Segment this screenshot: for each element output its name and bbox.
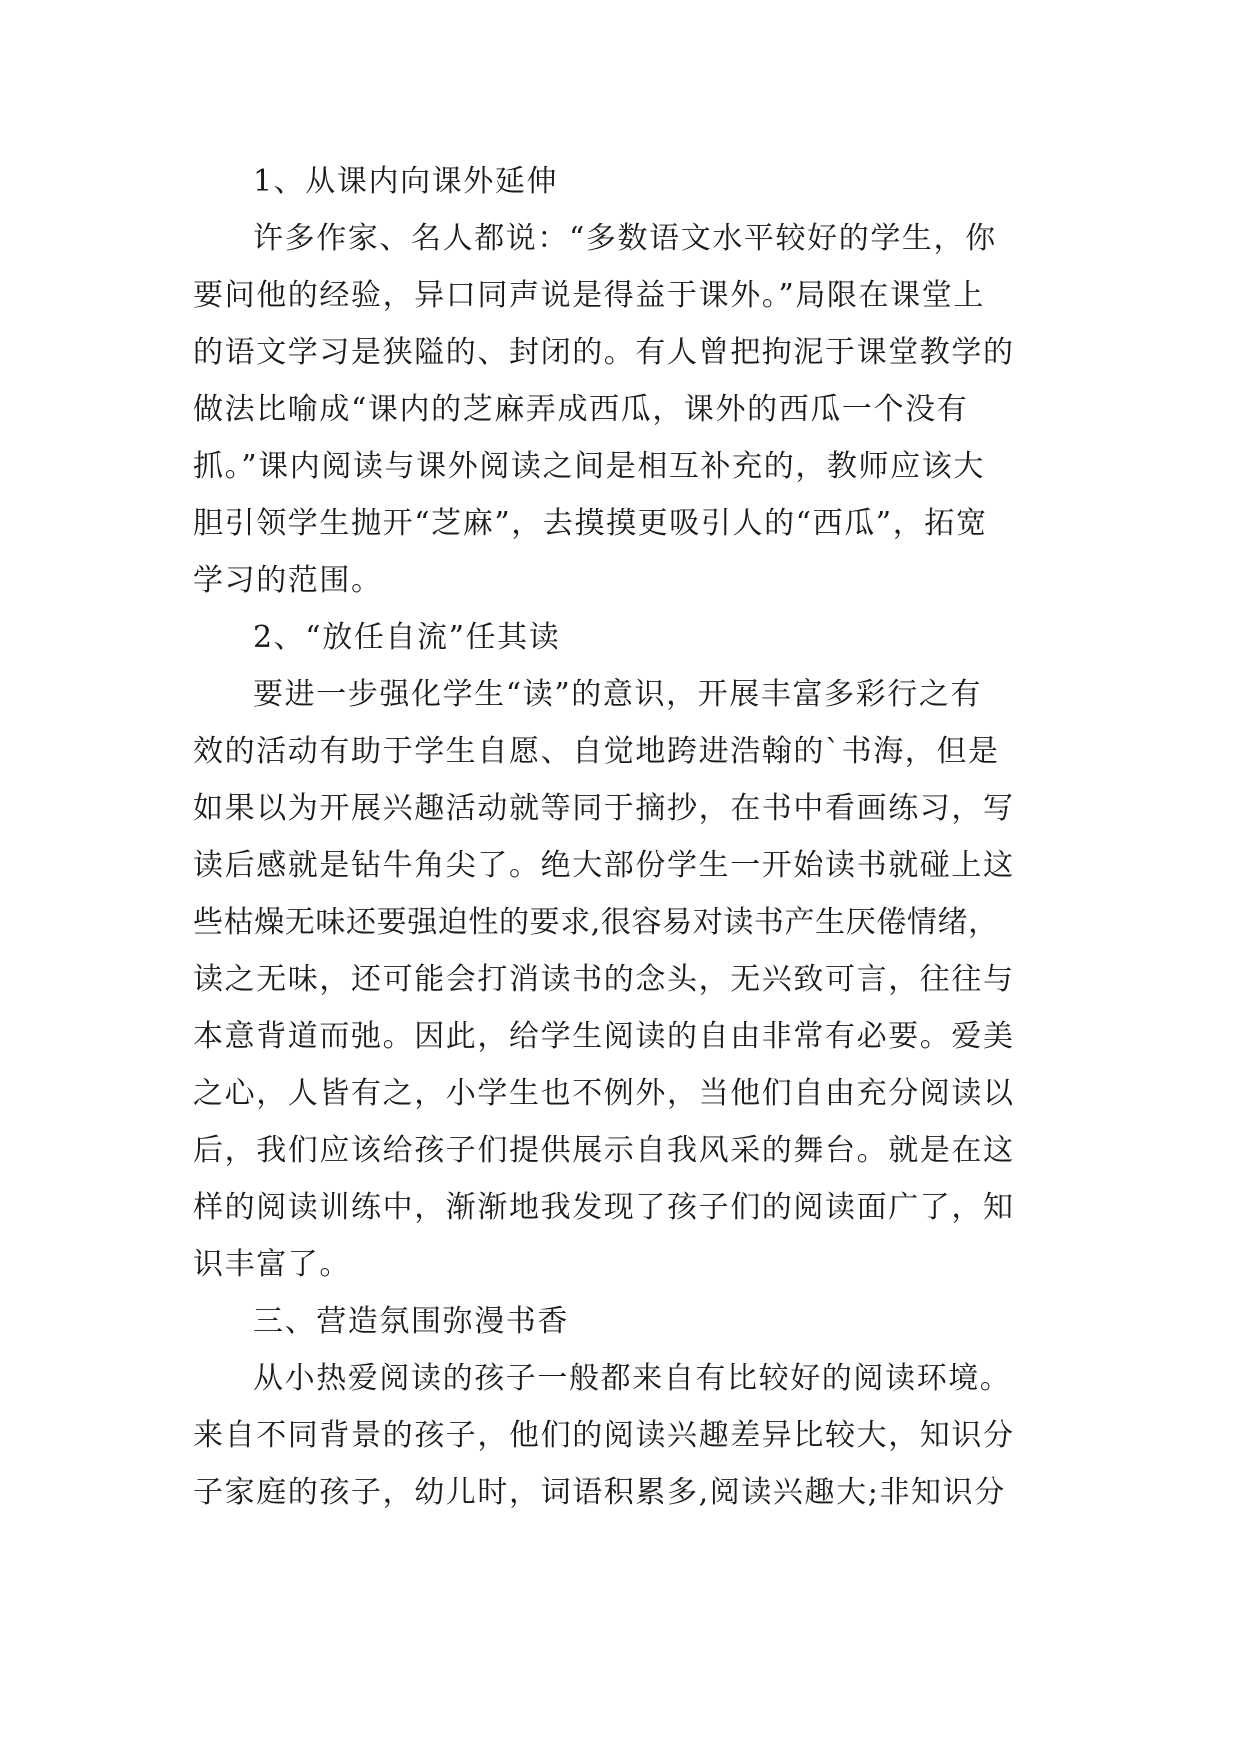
paragraph-line: 如果以为开展兴趣活动就等同于摘抄，在书中看画练习，写 [193, 791, 1015, 826]
paragraph-line: 要进一步强化学生“读”的意识，开展丰富多彩行之有 [253, 677, 983, 712]
paragraph-line: 本意背道而弛。因此，给学生阅读的自由非常有必要。爱美 [193, 1019, 1015, 1054]
paragraph-line: 之心，人皆有之，小学生也不例外，当他们自由充分阅读以 [193, 1076, 1015, 1111]
paragraph-line: 要问他的经验，异口同声说是得益于课外。”局限在课堂上 [193, 278, 985, 313]
paragraph-line: 子家庭的孩子，幼儿时，词语积累多,阅读兴趣大;非知识分 [193, 1475, 1006, 1510]
paragraph-line: 做法比喻成“课内的芝麻弄成西瓜，课外的西瓜一个没有 [193, 392, 969, 427]
section-heading: 1、从课内向课外延伸 [253, 164, 559, 199]
paragraph-line: 胆引领学生抛开“芝麻”，去摸摸更吸引人的“西瓜”，拓宽 [193, 506, 988, 541]
paragraph-line: 从小热爱阅读的孩子一般都来自有比较好的阅读环境。 [253, 1361, 1012, 1396]
section-heading: 三、营造氛围弥漫书香 [253, 1304, 569, 1339]
section-heading: 2、“放任自流”任其读 [253, 620, 561, 655]
paragraph-line: 些枯燥无味还要强迫性的要求,很容易对读书产生厌倦情绪， [193, 905, 999, 940]
paragraph-line: 许多作家、名人都说：“多数语文水平较好的学生，你 [253, 221, 997, 256]
paragraph-line: 读之无味，还可能会打消读书的念头，无兴致可言，往往与 [193, 962, 1015, 997]
paragraph-line: 效的活动有助于学生自愿、自觉地跨进浩翰的`书海，但是 [193, 734, 1000, 769]
paragraph-line: 样的阅读训练中，渐渐地我发现了孩子们的阅读面广了，知 [193, 1190, 1015, 1225]
paragraph-line: 的语文学习是狭隘的、封闭的。有人曾把拘泥于课堂教学的 [193, 335, 1015, 370]
paragraph-line: 后，我们应该给孩子们提供展示自我风采的舞台。就是在这 [193, 1133, 1015, 1168]
paragraph-line: 来自不同背景的孩子，他们的阅读兴趣差异比较大，知识分 [193, 1418, 1015, 1453]
paragraph-line: 读后感就是钻牛角尖了。绝大部份学生一开始读书就碰上这 [193, 848, 1015, 883]
paragraph-line: 学习的范围。 [193, 563, 383, 598]
paragraph-line: 识丰富了。 [193, 1247, 351, 1282]
paragraph-line: 抓。”课内阅读与课外阅读之间是相互补充的，教师应该大 [193, 449, 985, 484]
